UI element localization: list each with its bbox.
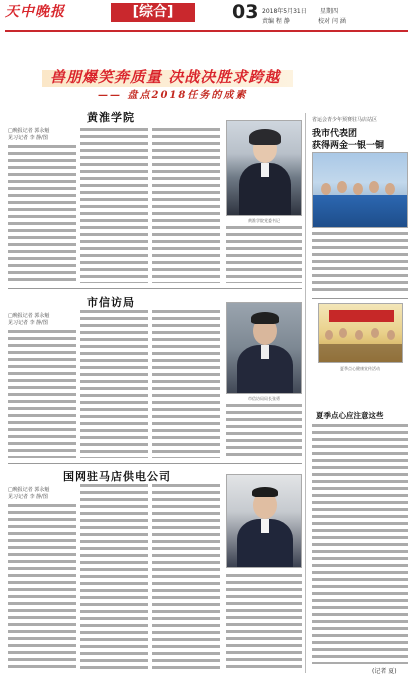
article-body-column-1 [8, 145, 76, 283]
article-body-column-4 [226, 574, 302, 672]
masthead-logo: 天中晚报 [5, 4, 65, 20]
article-body-column-2 [80, 128, 148, 283]
page-number: 03 [232, 1, 259, 23]
portrait-photo [226, 302, 302, 394]
event-photo [318, 303, 403, 363]
proofreader-credit: 校对 闫 涵 [318, 18, 346, 25]
article-body-column-4 [226, 404, 302, 458]
byline-photographer: 见习记者 李 静/图 [8, 320, 48, 326]
sidebar-kicker: 省运会青少年预赛驻马店站区 [312, 117, 378, 123]
issue-weekday: 星期四 [320, 8, 339, 15]
article-body-column-3 [152, 310, 220, 458]
sidebar-subheadline: 夏季点心应注意这些 [316, 411, 384, 420]
sidebar-body-2 [312, 424, 408, 664]
article-body-column-1 [8, 330, 76, 458]
article-body-column-3 [152, 128, 220, 283]
section-tag: [综合] [111, 3, 195, 22]
photo-caption: 夏季点心健康宣传活动 [340, 366, 380, 371]
section-divider [8, 463, 302, 464]
byline-reporter: □晚报记者 郭永魁 [8, 313, 50, 319]
sidebar-body-1 [312, 232, 408, 294]
section-divider [8, 288, 302, 289]
byline-reporter: □晚报记者 郭永魁 [8, 487, 50, 493]
header-rule [5, 30, 408, 32]
article-body-column-2 [80, 484, 148, 672]
portrait-photo [226, 120, 302, 216]
sidebar-footer: (记者 夏) [372, 668, 397, 675]
section-title-xinfang: 市信访局 [87, 296, 135, 309]
team-photo [312, 152, 408, 228]
banner-headline: 兽朋爆笑奔质量 决战决胜求跨越 [50, 68, 281, 86]
photo-caption: 黄淮学院党委书记 [248, 218, 280, 223]
article-body-column-2 [80, 310, 148, 458]
section-title-huaihuai: 黄淮学院 [87, 111, 135, 124]
sidebar-headline-line1: 我市代表团 [312, 129, 358, 139]
article-body-column-3 [152, 484, 220, 672]
byline-photographer: 见习记者 李 静/图 [8, 135, 48, 141]
section-title-gonggong: 国网驻马店供电公司 [63, 470, 171, 483]
article-body-column-1 [8, 504, 76, 672]
byline-photographer: 见习记者 李 静/图 [8, 494, 48, 500]
issue-date: 2018年5月31日 [262, 8, 307, 15]
sidebar-headline-line2: 获得两金一银一铜 [312, 141, 385, 151]
photo-caption: 市信访局局长张勇 [248, 396, 280, 401]
sidebar-divider [312, 298, 408, 299]
column-divider [305, 113, 306, 673]
portrait-photo [226, 474, 302, 568]
banner-subheadline: —— 盘点2018任务的成素 [98, 90, 248, 101]
editor-credit: 责编 程 静 [262, 18, 290, 25]
article-body-column-4 [226, 226, 302, 283]
byline-reporter: □晚报记者 郭永魁 [8, 128, 50, 134]
